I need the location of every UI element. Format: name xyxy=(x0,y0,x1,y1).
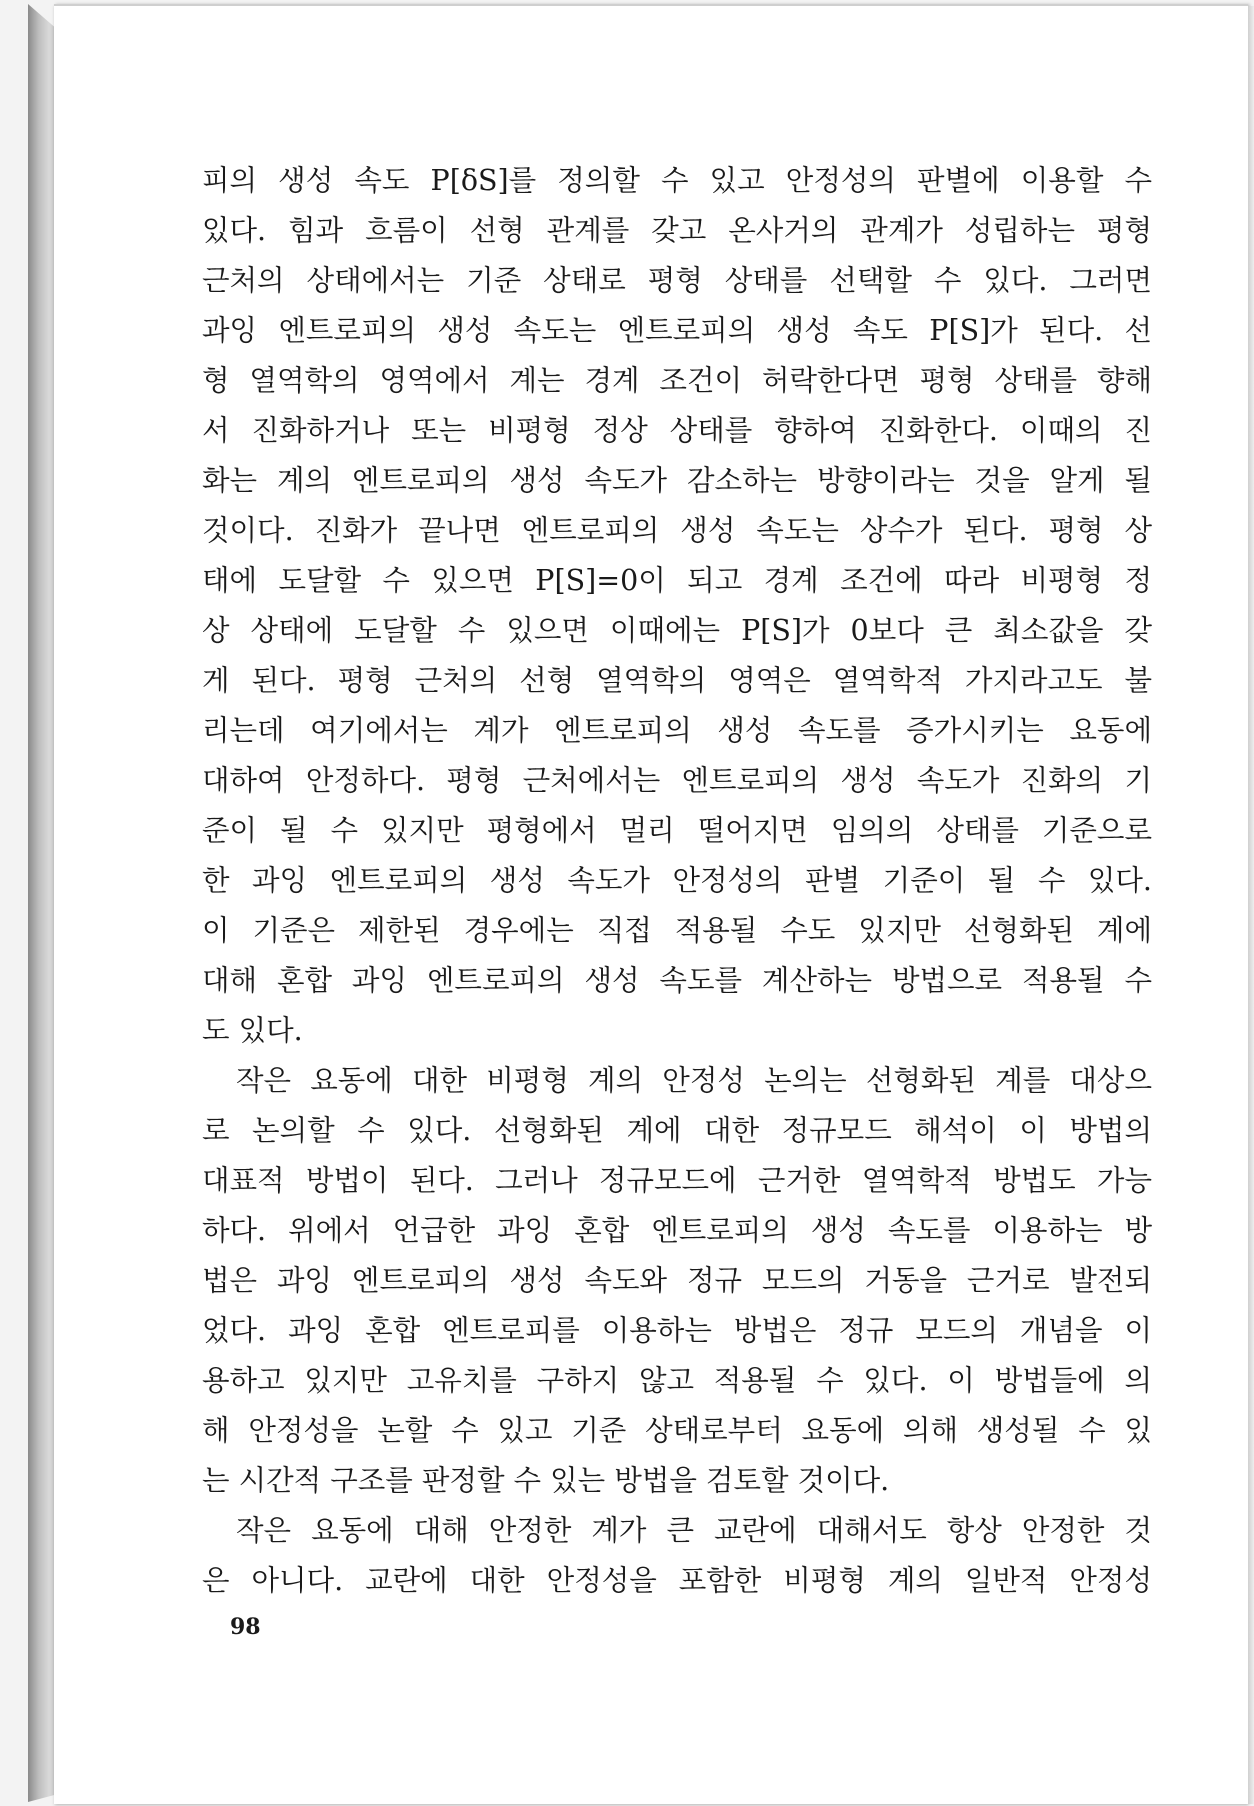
text-line: 대해 혼합 과잉 엔트로피의 생성 속도를 계산하는 방법으로 적용될 수 xyxy=(202,964,1152,997)
paragraph-3 xyxy=(202,1506,1152,1606)
text-line: 은 아니다. 교란에 대한 안정성을 포함한 비평형 계의 일반적 안정성 xyxy=(202,1564,1152,1597)
paragraph-2 xyxy=(202,1056,1152,1506)
book-page xyxy=(54,4,1248,1804)
page-body xyxy=(202,156,1152,1606)
text-line: 로 논의할 수 있다. 선형화된 계에 대한 정규모드 해석이 이 방법의 xyxy=(202,1114,1152,1147)
text-line: 서 진화하거나 또는 비평형 정상 상태를 향하여 진화한다. 이때의 진 xyxy=(202,414,1152,447)
text-line: 도 있다. xyxy=(202,1014,303,1047)
text-line: 대하여 안정하다. 평형 근처에서는 엔트로피의 생성 속도가 진화의 기 xyxy=(202,764,1152,797)
text-line: 는 시간적 구조를 판정할 수 있는 방법을 검토할 것이다. xyxy=(202,1464,890,1497)
text-line: 작은 요동에 대해 안정한 계가 큰 교란에 대해서도 항상 안정한 것 xyxy=(236,1514,1152,1547)
text-line: 해 안정성을 논할 수 있고 기준 상태로부터 요동에 의해 생성될 수 있 xyxy=(202,1414,1152,1447)
page-number: 98 xyxy=(230,1614,261,1640)
text-line: 작은 요동에 대한 비평형 계의 안정성 논의는 선형화된 계를 대상으 xyxy=(236,1064,1152,1097)
text-line: 것이다. 진화가 끝나면 엔트로피의 생성 속도는 상수가 된다. 평형 상 xyxy=(202,514,1152,547)
text-line: 이 기준은 제한된 경우에는 직접 적용될 수도 있지만 선형화된 계에 xyxy=(202,914,1152,947)
text-line: 화는 계의 엔트로피의 생성 속도가 감소하는 방향이라는 것을 알게 될 xyxy=(202,464,1152,497)
text-line: 상 상태에 도달할 수 있으면 이때에는 P[S]가 0보다 큰 최소값을 갖 xyxy=(202,614,1152,647)
text-line: 준이 될 수 있지만 평형에서 멀리 떨어지면 임의의 상태를 기준으로 xyxy=(202,814,1152,847)
text-line: 과잉 엔트로피의 생성 속도는 엔트로피의 생성 속도 P[S]가 된다. 선 xyxy=(202,314,1152,347)
text-line: 피의 생성 속도 P[δS]를 정의할 수 있고 안정성의 판별에 이용할 수 xyxy=(202,164,1152,197)
text-line: 한 과잉 엔트로피의 생성 속도가 안정성의 판별 기준이 될 수 있다. xyxy=(202,864,1152,897)
text-line: 대표적 방법이 된다. 그러나 정규모드에 근거한 열역학적 방법도 가능 xyxy=(202,1164,1152,1197)
text-line: 하다. 위에서 언급한 과잉 혼합 엔트로피의 생성 속도를 이용하는 방 xyxy=(202,1214,1152,1247)
text-line: 근처의 상태에서는 기준 상태로 평형 상태를 선택할 수 있다. 그러면 xyxy=(202,264,1152,297)
text-line: 법은 과잉 엔트로피의 생성 속도와 정규 모드의 거동을 근거로 발전되 xyxy=(202,1264,1152,1297)
text-line: 었다. 과잉 혼합 엔트로피를 이용하는 방법은 정규 모드의 개념을 이 xyxy=(202,1314,1152,1347)
text-line: 용하고 있지만 고유치를 구하지 않고 적용될 수 있다. 이 방법들에 의 xyxy=(202,1364,1152,1397)
paragraph-1 xyxy=(202,156,1152,1056)
text-line: 있다. 힘과 흐름이 선형 관계를 갖고 온사거의 관계가 성립하는 평형 xyxy=(202,214,1152,247)
text-line: 게 된다. 평형 근처의 선형 열역학의 영역은 열역학적 가지라고도 불 xyxy=(202,664,1152,697)
text-line: 리는데 여기에서는 계가 엔트로피의 생성 속도를 증가시키는 요동에 xyxy=(202,714,1152,747)
text-line: 태에 도달할 수 있으면 P[S]=0이 되고 경계 조건에 따라 비평형 정 xyxy=(202,564,1152,597)
text-line: 형 열역학의 영역에서 계는 경계 조건이 허락한다면 평형 상태를 향해 xyxy=(202,364,1152,397)
